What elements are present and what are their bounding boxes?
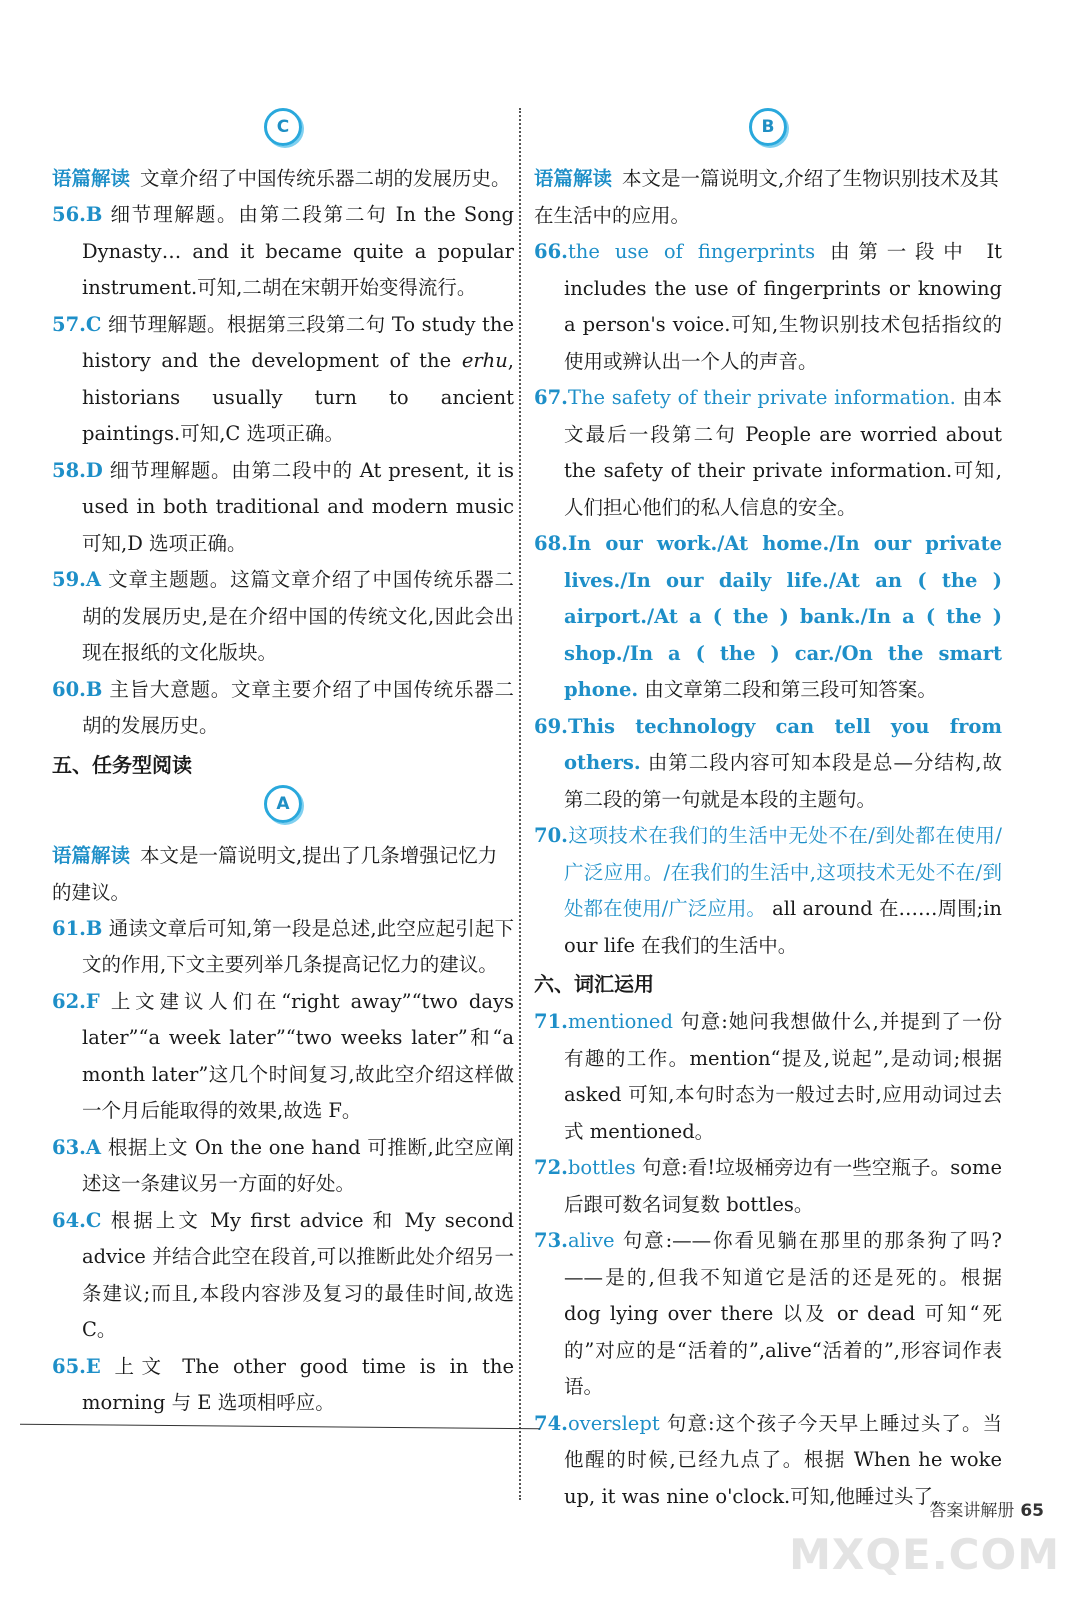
answer-68-answer: In our work./At home./In our private lives./In our daily life./At an ( the ) airport./At a ( the ) bank./In a ( the ) shop./In a ( the ) car./On the smart phone. bbox=[564, 532, 1002, 701]
answer-74-text: 句意:这个孩子今天早上睡过头了。当他醒的时候,已经九点了。根据 When he woke up, it was nine o'clock.可知,他睡过头了, bbox=[564, 1411, 1002, 1508]
answer-73-num: 73. bbox=[534, 1229, 568, 1252]
answer-71 bbox=[534, 1004, 1002, 1150]
answer-71-text: 句意:她问我想做什么,并提到了一份有趣的工作。mention“提及,说起”,是动词;根据 asked 可知,本句时态为一般过去时,应用动词过去式 mentioned。 bbox=[564, 1010, 1002, 1143]
badge-c-wrap bbox=[52, 108, 514, 160]
intro-c-text: 文章介绍了中国传统乐器二胡的发展历史。 bbox=[140, 167, 511, 190]
footer-rule bbox=[20, 1424, 540, 1430]
answer-63-num: 63.A bbox=[52, 1135, 102, 1159]
answer-74-answer: overslept bbox=[567, 1411, 660, 1435]
answer-62-num: 62.F bbox=[52, 989, 100, 1013]
answer-59-num: 59.A bbox=[52, 568, 102, 591]
answer-73-answer: alive bbox=[567, 1229, 615, 1252]
answer-67-num: 67. bbox=[534, 386, 568, 409]
intro-a-tag: 语篇解读 bbox=[52, 843, 131, 867]
intro-a bbox=[52, 837, 514, 911]
intro-c bbox=[52, 160, 514, 197]
answer-63 bbox=[52, 1130, 514, 1203]
answer-59 bbox=[52, 562, 514, 672]
page-number: 65 bbox=[1020, 1501, 1044, 1521]
answer-58 bbox=[52, 453, 514, 563]
answer-66-answer: the use of fingerprints bbox=[567, 240, 816, 263]
answer-68 bbox=[534, 526, 1002, 709]
answer-68-text: 由文章第二段和第三段可知答案。 bbox=[644, 678, 937, 701]
answer-65-num: 65.E bbox=[52, 1354, 101, 1378]
answer-70-text: all around 在……周围;in our life 在我们的生活中。 bbox=[564, 897, 1002, 957]
answer-65-text: 上文 The other good time is in the morning 与 E 选项相呼应。 bbox=[82, 1354, 515, 1414]
answer-69-text: 由第二段内容可知本段是总—分结构,故第二段的第一句就是本段的主题句。 bbox=[564, 751, 1002, 811]
answer-66-num: 66. bbox=[534, 240, 568, 263]
intro-c-tag: 语篇解读 bbox=[52, 167, 131, 190]
answer-59-text: 文章主题题。这篇文章介绍了中国传统乐器二胡的发展历史,是在介绍中国的传统文化,因此会出现在报纸的文化版块。 bbox=[82, 568, 514, 664]
answer-67 bbox=[534, 380, 1002, 526]
watermark: MXQE.COM bbox=[789, 1530, 1060, 1579]
answer-74-num: 74. bbox=[534, 1411, 568, 1435]
answer-63-text: 根据上文 On the one hand 可推断,此空应阐述这一条建议另一方面的好处。 bbox=[82, 1135, 514, 1195]
answer-69 bbox=[534, 709, 1002, 819]
section-6-heading: 六、词汇运用 bbox=[534, 972, 654, 996]
page-footer bbox=[929, 1496, 1044, 1521]
badge-c: C bbox=[264, 108, 302, 146]
answer-61 bbox=[52, 911, 514, 984]
answer-66 bbox=[534, 234, 1002, 380]
intro-b-tag: 语篇解读 bbox=[534, 167, 613, 190]
answer-61-num: 61.B bbox=[52, 916, 103, 940]
left-column bbox=[52, 108, 514, 1422]
answer-56-num: 56.B bbox=[52, 203, 103, 226]
answer-56 bbox=[52, 197, 514, 307]
answer-69-num: 69. bbox=[534, 714, 568, 738]
answer-67-answer: The safety of their private information. bbox=[567, 386, 956, 409]
answer-58-num: 58.D bbox=[52, 458, 103, 482]
answer-57-num: 57.C bbox=[52, 312, 102, 336]
answer-72-num: 72. bbox=[534, 1156, 568, 1179]
intro-b bbox=[534, 160, 1002, 234]
answer-64 bbox=[52, 1203, 514, 1349]
intro-a-text: 本文是一篇说明文,提出了几条增强记忆力的建议。 bbox=[52, 843, 498, 904]
answer-72-answer: bottles bbox=[567, 1156, 636, 1179]
right-column bbox=[534, 108, 1002, 1515]
answer-64-text: 根据上文 My first advice 和 My second advice 并结合此空在段首,可以推断此处介绍另一条建议;而且,本段内容涉及复习的最佳时间,故选 C。 bbox=[82, 1208, 515, 1341]
answer-60 bbox=[52, 672, 514, 745]
column-divider bbox=[519, 108, 521, 1500]
answer-57-italic: erhu bbox=[461, 349, 508, 372]
answer-69-answer: This technology can tell you from others. bbox=[564, 714, 1002, 774]
answer-70 bbox=[534, 818, 1002, 964]
answer-60-text: 主旨大意题。文章主要介绍了中国传统乐器二胡的发展历史。 bbox=[82, 677, 514, 737]
answer-65 bbox=[52, 1349, 514, 1422]
answer-58-text: 细节理解题。由第二段中的 At present, it is used in both traditional and modern music 可知,D 选项正确。 bbox=[82, 458, 514, 555]
answer-61-text: 通读文章后可知,第一段是总述,此空应起引起下文的作用,下文主要列举几条提高记忆力的建议。 bbox=[82, 916, 514, 976]
intro-b-text: 本文是一篇说明文,介绍了生物识别技术及其在生活中的应用。 bbox=[534, 167, 999, 227]
badge-a: A bbox=[264, 785, 302, 823]
answer-66-text: 由第一段中 It includes the use of fingerprints or knowing a person's voice.可知,生物识别技术包括指纹的使用或辨认出一个人的声音。 bbox=[564, 240, 1002, 373]
answer-70-num: 70. bbox=[534, 824, 568, 847]
answer-73-text: 句意:——你看见躺在那里的那条狗了吗?——是的,但我不知道它是活的还是死的。根据 dog lying over there 以及 or dead 可知“死的”对应的是“活着的”,alive“活着的”,形容词作表语。 bbox=[564, 1229, 1002, 1398]
answer-72 bbox=[534, 1150, 1002, 1223]
footer-label: 答案讲解册 bbox=[929, 1501, 1015, 1521]
badge-b: B bbox=[749, 108, 787, 146]
answer-57 bbox=[52, 307, 514, 453]
answer-71-num: 71. bbox=[534, 1010, 568, 1033]
answer-70-answer: 这项技术在我们的生活中无处不在/到处都在使用/广泛应用。/在我们的生活中,这项技术无处不在/到处都在使用/广泛应用。 bbox=[564, 824, 1002, 920]
answer-62 bbox=[52, 984, 514, 1130]
answer-71-answer: mentioned bbox=[567, 1010, 673, 1033]
answer-57-text-a: 细节理解题。根据第三段第二句 To study the history and the development of the bbox=[82, 312, 514, 372]
answer-64-num: 64.C bbox=[52, 1208, 102, 1232]
answer-73 bbox=[534, 1223, 1002, 1406]
answer-56-text: 细节理解题。由第二段第二句 In the Song Dynasty… and it became quite a popular instrument.可知,二胡在宋朝开始变得流行。 bbox=[82, 203, 515, 299]
answer-57-text-b: , historians usually turn to ancient paintings.可知,C 选项正确。 bbox=[82, 349, 514, 445]
badge-b-wrap bbox=[534, 108, 1002, 160]
badge-a-wrap bbox=[52, 785, 514, 837]
answer-62-text: 上文建议人们在“right away”“two days later”“a week later”“two weeks later”和“a month later”这几个时间复习,故此空介绍这样做一个月后能取得的效果,故选 F。 bbox=[82, 989, 514, 1122]
answer-67-text: 由本文最后一段第二句 People are worried about the safety of their private information.可知,人们担心他们的私人信息的安全。 bbox=[564, 386, 1002, 519]
answer-60-num: 60.B bbox=[52, 677, 103, 701]
answer-72-text: 句意:看!垃圾桶旁边有一些空瓶子。some 后跟可数名词复数 bottles。 bbox=[564, 1156, 1002, 1216]
answer-68-num: 68. bbox=[534, 532, 568, 555]
section-5-heading: 五、任务型阅读 bbox=[52, 752, 192, 777]
